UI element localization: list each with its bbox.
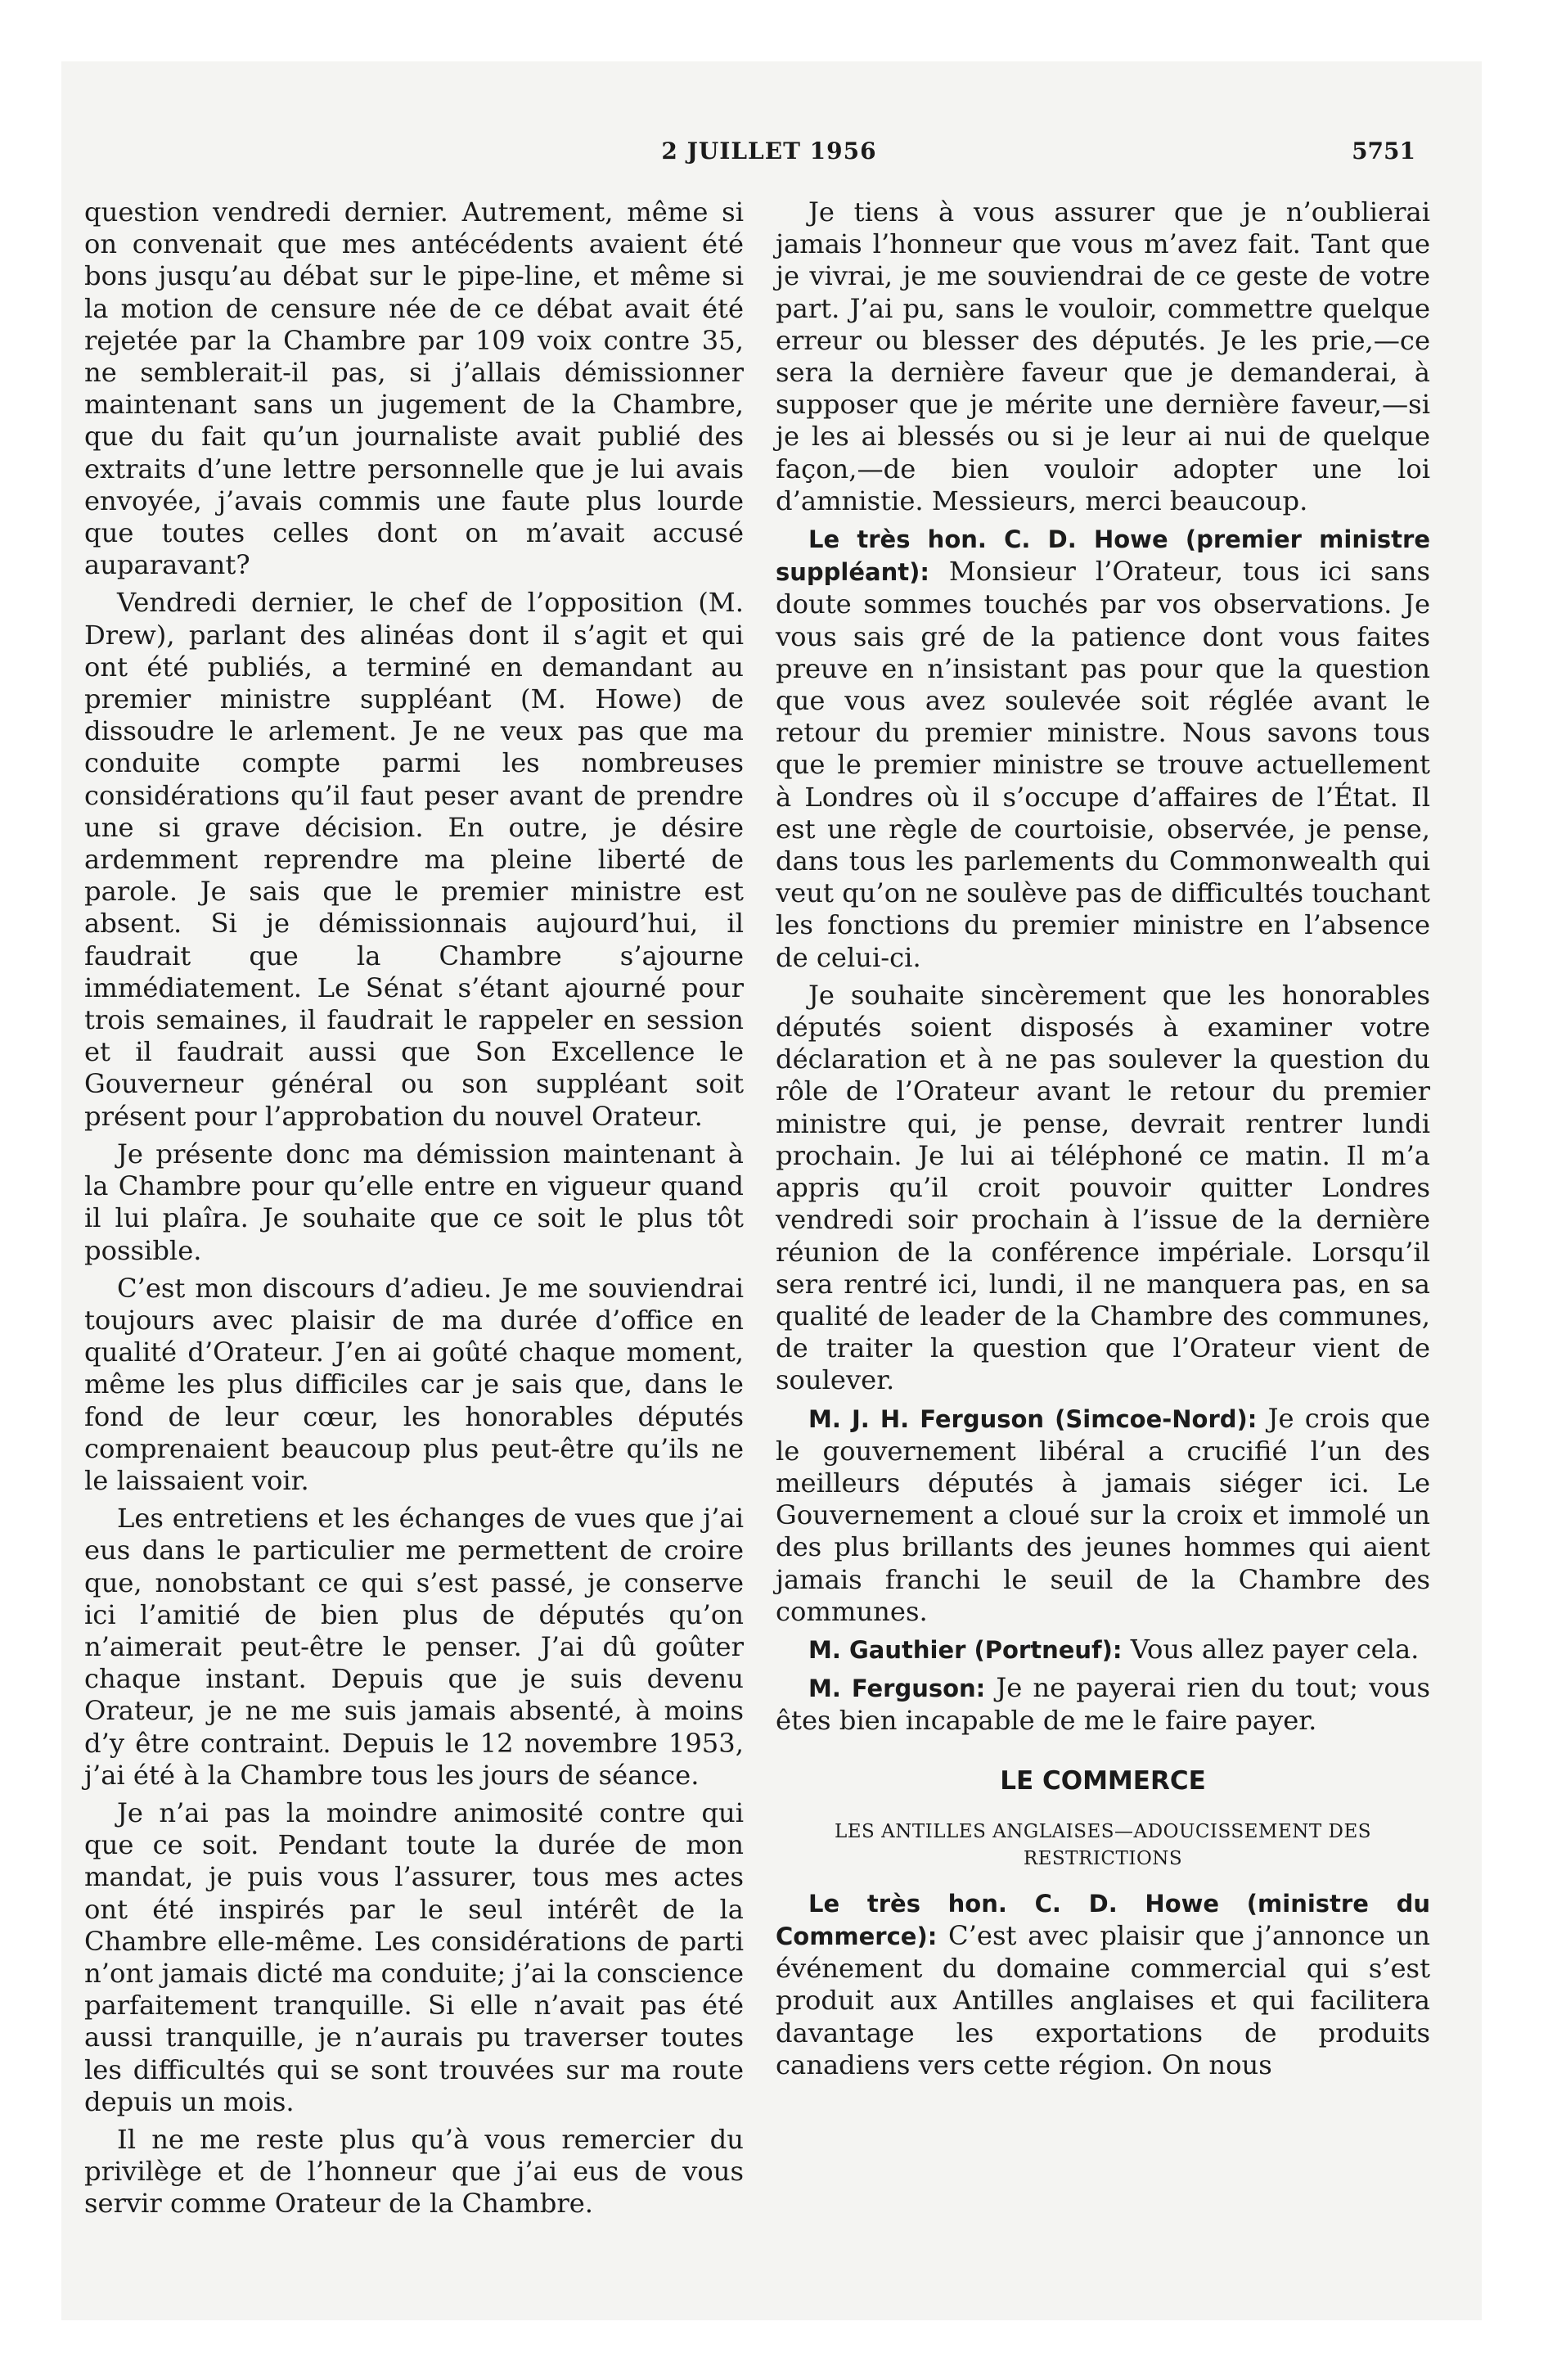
paragraph: Je tiens à vous assurer que je n’oublierai jamais l’honneur que vous m’avez fait. Tant que je vivrai, je me souviendrai de ce geste de votre part. J’ai pu, sans le vouloir, commettre quelque erreur ou blesser des députés. Je les prie,—ce sera la dernière faveur que je demanderai, à supposer que je mérite une dernière faveur,—si je les ai blessés ou si je leur ai nui de quelque façon,—de bien vouloir adopter une loi d’amnistie. Messieurs, merci beaucoup. xyxy=(776,196,1430,516)
speech-howe-1 xyxy=(776,523,1430,974)
speech-text: Je crois que le gouvernement libéral a crucifié l’un des meilleurs députés à jamais siéger ici. Le Gouvernement a cloué sur la croix et immolé un des plus brillants des jeunes hommes qui aient jamais franchi le seuil de la Chambre des communes. xyxy=(776,1402,1430,1627)
speech-text: C’est avec plaisir que j’annonce un événement du domaine commercial qui s’est produit aux Antilles anglaises et qui facilitera davantage les exportations de produits canadiens vers cette région. On nous xyxy=(776,1919,1430,2080)
speech-text: Monsieur l’Orateur, tous ici sans doute sommes touchés par vos observations. Je vous sais gré de la patience dont vous faites preuve en n’insistant pas pour que la question que vous avez soulevée soit réglée avant le retour du premier ministre. Nous savons tous que le premier ministre se trouve actuellement à Londres où il s’occupe d’affaires de l’État. Il est une règle de courtoisie, observée, je pense, dans tous les parlements du Commonwealth qui veut qu’on ne soulève pas de difficultés touchant les fonctions du premier ministre en l’absence de celui-ci. xyxy=(776,556,1430,973)
page-date: 2 JUILLET 1956 xyxy=(661,137,877,165)
speech-ferguson-2 xyxy=(776,1672,1430,1737)
paragraph: C’est mon discours d’adieu. Je me souviendrai toujours avec plaisir de ma durée d’office en qualité d’Orateur. J’en ai goûté chaque moment, même les plus difficiles car je sais que, dans le fond de leur cœur, les honorables députés comprenaient beaucoup plus peut-être qu’ils ne le laissaient voir. xyxy=(84,1272,744,1496)
speaker-name: Le très hon. C. D. Howe (premier ministre suppléant): xyxy=(776,525,1430,587)
right-column xyxy=(776,196,1430,2087)
paragraph: Il ne me reste plus qu’à vous remercier du privilège et de l’honneur que j’ai eus de vous servir comme Orateur de la Chambre. xyxy=(84,2123,744,2220)
section-subtitle: LES ANTILLES ANGLAISES—ADOUCISSEMENT DES RESTRICTIONS xyxy=(834,1820,1372,1869)
paragraph: Les entretiens et les échanges de vues que j’ai eus dans le particulier me permettent de croire que, nonobstant ce qui s’est passé, je conserve ici l’amitié de bien plus de députés qu’on n’aimerait peut-être le penser. J’ai dû goûter chaque instant. Depuis que je suis devenu Orateur, je ne me suis jamais absenté, à moins d’y être contraint. Depuis le 12 novembre 1953, j’ai été à la Chambre tous les jours de séance. xyxy=(84,1503,744,1791)
speaker-name: Le très hon. C. D. Howe (ministre du Commerce): xyxy=(776,1889,1430,1950)
speech-gauthier xyxy=(776,1634,1430,1666)
paragraph: Je souhaite sincèrement que les honorables députés soient disposés à examiner votre déclaration et à ne pas soulever la question du rôle de l’Orateur avant le retour du premier ministre qui, je pense, devrait rentrer lundi prochain. Je lui ai téléphoné ce matin. Il m’a appris qu’il croit pouvoir quitter Londres vendredi soir prochain à l’issue de la dernière réunion de la conférence impériale. Lorsqu’il sera rentré ici, lundi, il ne manquera pas, en sa qualité de leader de la Chambre des communes, de traiter la question que l’Orateur vient de soulever. xyxy=(776,979,1430,1396)
speaker-name: M. Ferguson: xyxy=(808,1675,986,1703)
section-title: LE COMMERCE xyxy=(1000,1765,1206,1796)
left-column xyxy=(84,196,744,2226)
paragraph: Je présente donc ma démission maintenant à la Chambre pour qu’elle entre en vigueur quand il lui plaîra. Je souhaite que ce soit le plus tôt possible. xyxy=(84,1138,744,1266)
speech-ferguson-1 xyxy=(776,1403,1430,1628)
paragraph: Je n’ai pas la moindre animosité contre qui que ce soit. Pendant toute la durée de mon mandat, je puis vous l’assurer, tous mes actes ont été inspirés par le seul intérêt de la Chambre elle-même. Les considérations de parti n’ont jamais dicté ma conduite; j’ai la conscience parfaitement tranquille. Si elle n’avait pas été aussi tranquille, je n’aurais pu traverser toutes les difficultés qui se sont trouvées sur ma route depuis un mois. xyxy=(84,1796,744,2117)
page-number: 5751 xyxy=(1352,137,1415,165)
speaker-name: M. J. H. Ferguson (Simcoe-Nord): xyxy=(808,1404,1258,1433)
speech-howe-3 xyxy=(776,1887,1430,2081)
page-header xyxy=(106,137,1432,178)
paragraph: Vendredi dernier, le chef de l’opposition (M. Drew), parlant des alinéas dont il s’agit et qui ont été publiés, a terminé en demandant au premier ministre suppléant (M. Howe) de dissoudre le arlement. Je ne veux pas que ma conduite compte parmi les nombreuses considérations qu’il faut peser avant de prendre une si grave décision. En outre, je désire ardemment reprendre ma pleine liberté de parole. Je sais que le premier ministre est absent. Si je démissionnais aujourd’hui, il faudrait que la Chambre s’ajourne immédiatement. Le Sénat s’étant ajourné pour trois semaines, il faudrait le rappeler en session et il faudrait aussi que Son Excellence le Gouverneur général ou son suppléant soit présent pour l’approbation du nouvel Orateur. xyxy=(84,587,744,1132)
speaker-name: M. Gauthier (Portneuf): xyxy=(808,1635,1123,1664)
speech-text: Vous allez payer cela. xyxy=(1122,1633,1420,1665)
speech-text: Je ne payerai rien du tout; vous êtes bien incapable de me le faire payer. xyxy=(776,1672,1430,1737)
paragraph: question vendredi dernier. Autrement, même si on convenait que mes antécédents avaient été bons jusqu’au débat sur le pipe-line, et même si la motion de censure née de ce débat avait été rejetée par la Chambre par 109 voix contre 35, ne semblerait-il pas, si j’allais démissionner maintenant sans un jugement de la Chambre, que du fait qu’un journaliste avait publié des extraits d’une lettre personnelle que je lui avais envoyée, j’avais commis une faute plus lourde que toutes celles dont on m’avait accusé auparavant? xyxy=(84,196,744,581)
